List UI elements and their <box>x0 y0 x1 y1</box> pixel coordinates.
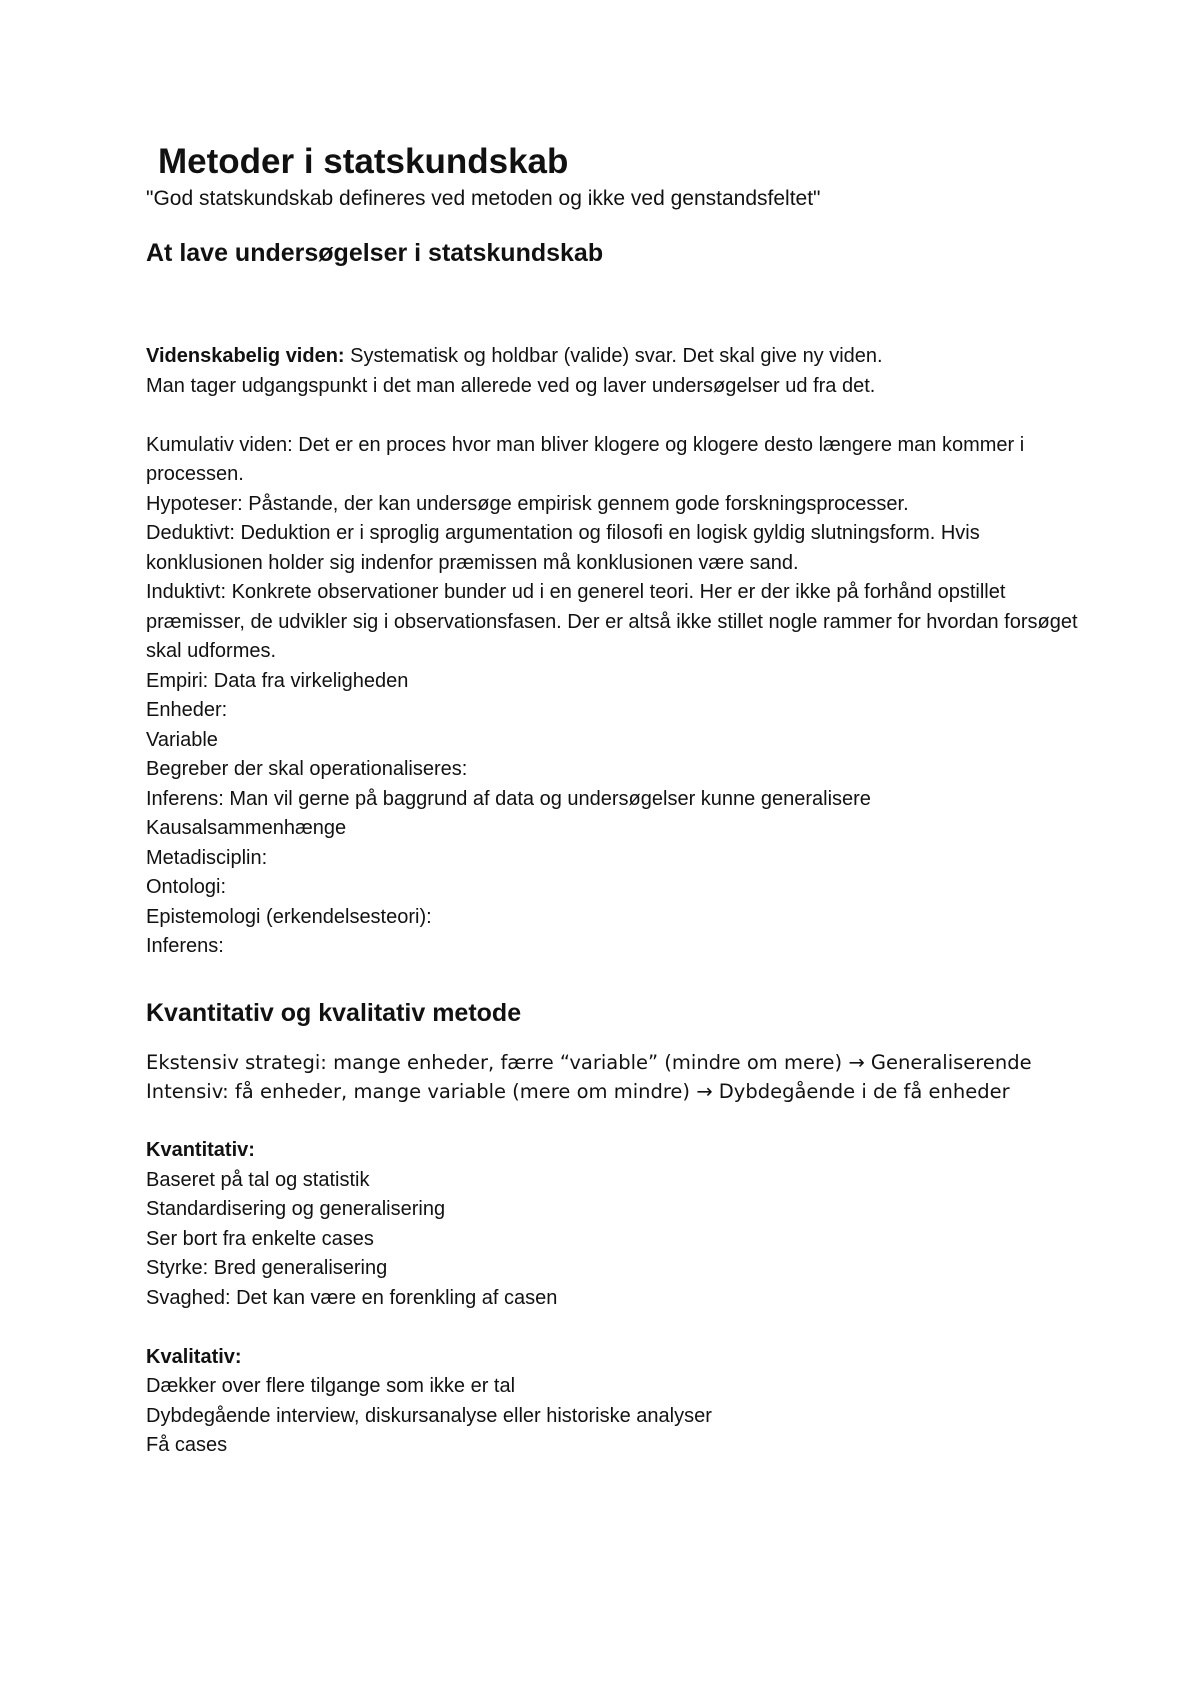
document-page <box>146 140 1086 1461</box>
kvantitativ-label: Kvantitativ: <box>146 1139 255 1161</box>
videnskabelig-text: Systematisk og holdbar (valide) svar. Det skal give ny viden. <box>344 345 883 367</box>
kvantitativ-item: Standardisering og generalisering <box>146 1198 446 1220</box>
kvantitativ-item: Svaghed: Det kan være en forenkling af casen <box>146 1286 558 1309</box>
term-kausal: Kausalsammenhænge <box>146 817 347 839</box>
term-kumulativ: Kumulativ viden: Det er en proces hvor man bliver klogere og klogere desto længere man kommer i processen. <box>146 433 1025 485</box>
term-empiri: Empiri: Data fra virkeligheden <box>146 669 409 692</box>
term-begreber: Begreber der skal operationaliseres: <box>146 758 468 780</box>
strategy-ekstensiv: Ekstensiv strategi: mange enheder, færre “variable” (mindre om mere) → Generaliserende <box>146 1050 1032 1074</box>
kvalitativ-item: Dybdegående interview, diskursanalyse eller historiske analyser <box>146 1404 712 1427</box>
term-ontologi: Ontologi: <box>146 876 227 898</box>
term-metadisciplin: Metadisciplin: <box>146 846 268 869</box>
term-variable: Variable <box>146 728 218 751</box>
kvantitativ-item: Ser bort fra enkelte cases <box>146 1227 374 1250</box>
term-epistemologi: Epistemologi (erkendelsesteori): <box>146 905 432 928</box>
paragraph-videnskabelig-viden <box>146 342 1086 372</box>
kvantitativ-item: Baseret på tal og statistik <box>146 1168 370 1191</box>
kvalitativ-label: Kvalitativ: <box>146 1345 242 1368</box>
section-heading-metode: Kvantitativ og kvalitativ metode <box>146 998 522 1027</box>
strategy-intensiv: Intensiv: få enheder, mange variable (mere om mindre) → Dybdegående i de få enheder <box>146 1080 1010 1103</box>
paragraph-man-tager: Man tager udgangspunkt i det man allerede ved og laver undersøgelser ud fra det. <box>146 374 876 397</box>
section-heading-undersoegelser: At lave undersøgelser i statskundskab <box>146 239 604 267</box>
kvalitativ-item: Dækker over flere tilgange som ikke er tal <box>146 1375 516 1397</box>
term-enheder: Enheder: <box>146 699 228 721</box>
videnskabelig-label: Videnskabelig viden: <box>146 345 345 367</box>
kvalitativ-item: Få cases <box>146 1434 228 1456</box>
term-inferens-2: Inferens: <box>146 935 224 957</box>
quote-subtitle: "God statskundskab defineres ved metoden og ikke ved genstandsfeltet" <box>146 187 821 210</box>
document-title: Metoder i statskundskab <box>158 142 569 181</box>
term-inferens-1: Inferens: Man vil gerne på baggrund af data og undersøgelser kunne generalisere <box>146 787 871 810</box>
kvantitativ-item: Styrke: Bred generalisering <box>146 1257 388 1279</box>
term-induktivt: Induktivt: Konkrete observationer bunder ud i en generel teori. Her er der ikke på forhånd opstillet præmisser, de udvikler sig i observationsfasen. Der er altså ikke stillet nogle rammer for hvordan forsøget skal udformes. <box>146 581 1078 662</box>
term-hypoteser: Hypoteser: Påstande, der kan undersøge empirisk gennem gode forskningsprocesser. <box>146 492 909 515</box>
term-deduktivt: Deduktivt: Deduktion er i sproglig argumentation og filosofi en logisk gyldig slutningsform. Hvis konklusionen holder sig indenfor præmissen må konklusionen være sand. <box>146 522 980 574</box>
